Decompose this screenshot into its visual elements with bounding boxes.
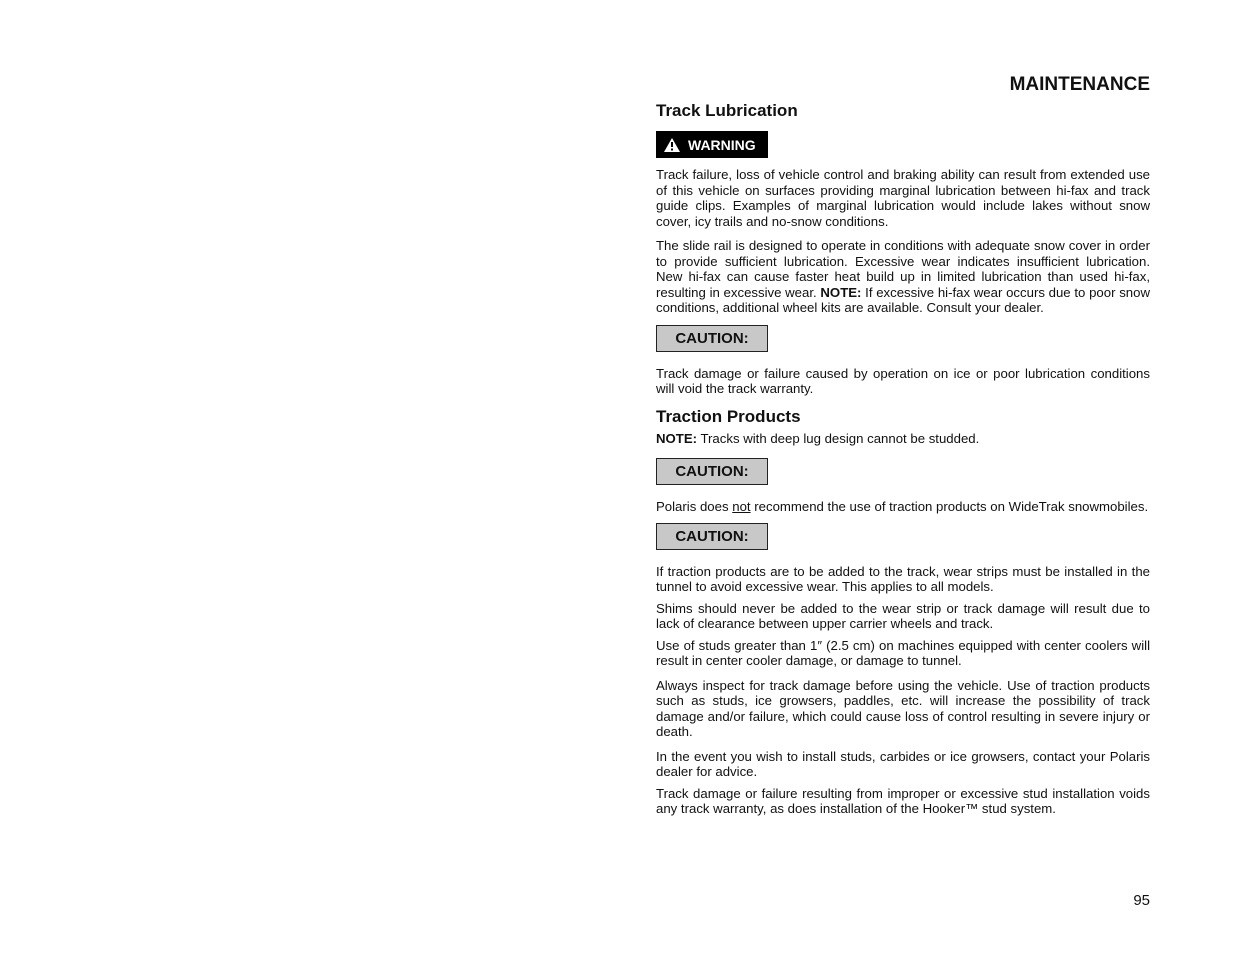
page-number: 95	[1133, 892, 1150, 909]
section-title: MAINTENANCE	[1009, 74, 1150, 95]
slide-rail-text-b: If excessive hi-fax wear occurs due to poor snow conditions, additional wheel kits are available. Consult your dealer.	[656, 284, 1150, 315]
slide-rail-paragraph	[656, 238, 1150, 316]
track-lubrication-heading: Track Lubrication	[656, 101, 798, 120]
caution-widetrak-text	[656, 499, 1150, 515]
caution-widetrak-text-a: Polaris does	[656, 499, 729, 514]
warning-text: Track failure, loss of vehicle control and braking ability can result from extended use of this vehicle on surfaces providing marginal lubrication between hi-fax and track guide clips. Examples of marginal lubrication would include lakes without snow cover, icy trails and no-snow conditions.	[656, 167, 1150, 229]
caution-widetrak-text-b: recommend the use of traction products on WideTrak snowmobiles.	[754, 499, 1149, 514]
traction-paragraph-2: Shims should never be added to the wear strip or track damage will result due to lack of clearance between upper carrier wheels and track.	[656, 600, 1150, 631]
traction-note	[656, 431, 1150, 447]
traction-paragraph-6: Track damage or failure resulting from improper or excessive stud installation voids any track warranty, as does installation of the Hooker™ stud system.	[656, 785, 1150, 816]
warning-label-box	[656, 131, 768, 158]
caution-widetrak-not: not	[732, 499, 751, 514]
traction-note-label: NOTE:	[656, 430, 698, 446]
traction-note-text: Tracks with deep lug design cannot be studded.	[700, 430, 980, 446]
slide-rail-text-a: The slide rail is designed to operate in conditions with adequate snow cover in order to provide sufficient lubrication. Excessive wear indicates insufficient lubrication. New hi-fax can cause faster heat build up in limited lubrication than used hi-fax, resulting in excessive wear.	[656, 238, 1150, 300]
caution-box-traction: CAUTION:	[656, 523, 768, 550]
traction-paragraph-1: If traction products are to be added to the track, wear strips must be installed in the tunnel to avoid excessive wear. This applies to all models.	[656, 563, 1150, 594]
manual-page	[656, 74, 1150, 826]
warning-label: WARNING	[688, 136, 756, 153]
caution-box-lubrication: CAUTION:	[656, 325, 768, 352]
caution-box-widetrak: CAUTION:	[656, 458, 768, 485]
traction-products-heading: Traction Products	[656, 406, 801, 426]
traction-paragraph-3: Use of studs greater than 1″ (2.5 cm) on machines equipped with center coolers will result in center cooler damage, or damage to tunnel.	[656, 637, 1150, 668]
warning-triangle-icon	[664, 138, 680, 152]
caution-lubrication-text: Track damage or failure caused by operation on ice or poor lubrication conditions will void the track warranty.	[656, 365, 1150, 396]
traction-paragraph-4: Always inspect for track damage before using the vehicle. Use of traction products such as studs, ice growsers, paddles, etc. will increase the possibility of track damage and/or failure, which could cause loss of control resulting in severe injury or death.	[656, 677, 1150, 739]
traction-paragraph-5: In the event you wish to install studs, carbides or ice growsers, contact your Polaris dealer for advice.	[656, 748, 1150, 779]
slide-rail-note-label: NOTE:	[820, 284, 862, 300]
